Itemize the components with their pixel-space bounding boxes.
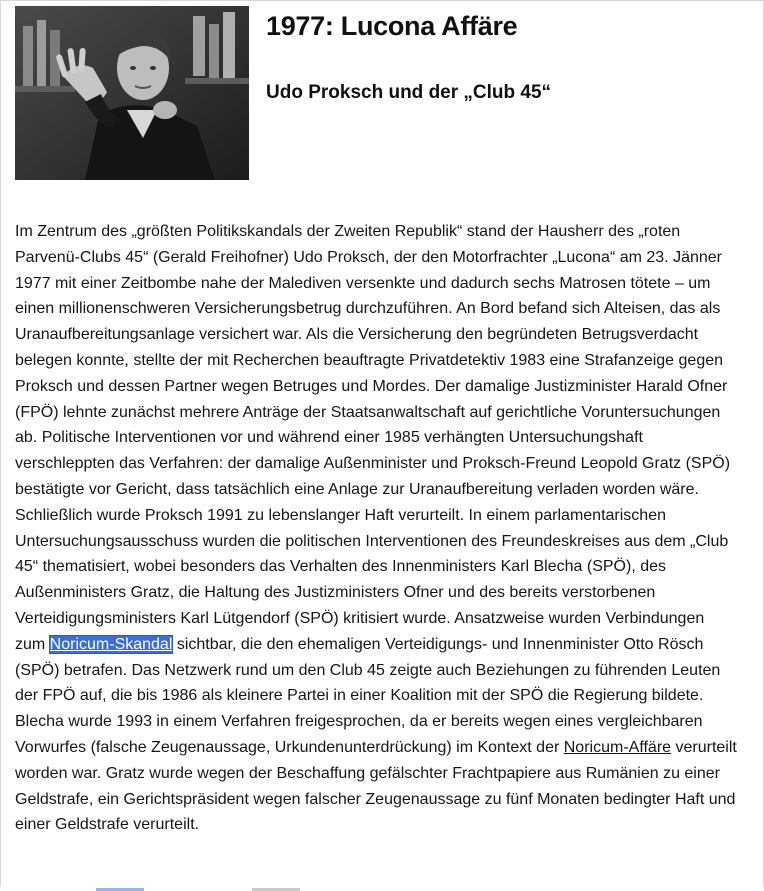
- photo-portrait-illustration: [15, 6, 249, 180]
- body-text-part-3: verurteilt worden war. Gratz wurde wegen der Beschaffung gefälschter Frachtpapiere aus Rumänien zu einer Geldstrafe, ein Gerichtspräsident wegen falscher Zeugenaussage zu fünf Monaten bedingter Haft und einer Geldstrafe verurteilt.: [15, 738, 737, 834]
- noricum-skandal-link[interactable]: Noricum-Skandal: [49, 635, 173, 653]
- article-subtitle: Udo Proksch und der „Club 45“: [266, 82, 552, 103]
- body-text-part-1: Im Zentrum des „größten Politikskandals der Zweiten Republik“ stand der Hausherr des „roten Parvenü-Clubs 45“ (Gerald Freihofner) Udo Proksch, der den Motorfrachter „Lucona“ am 23. Jänner 1977 mit einer Zeitbombe nahe der Malediven versenkte und dadurch sechs Matrosen tötete – um einen millionenschweren Versicherungsbetrug durchzuführen. An Bord befand sich Alteisen, das als Uranaufbereitungsanlage versichert war. Als die Versicherung den begründeten Betrugsverdacht belegen konnte, stellte der mit Recherchen beauftragte Privatdetektiv 1983 eine Strafanzeige gegen Proksch und dessen Partner wegen Betruges und Mordes. Der damalige Justizminister Harald Ofner (FPÖ) lehnte zunächst mehrere Anträge der Staatsanwaltschaft auf gerichtliche Voruntersuchungen ab. Politische Interventionen vor und während einer 1985 verhängten Untersuchungshaft verschleppten das Verfahren: der damalige Außenminister und Proksch-Freund Leopold Gratz (SPÖ) bestätigte vor Gericht, dass tatsächlich eine Anlage zur Uranaufbereitung verladen worden wäre. Schließlich wurde Proksch 1991 zu lebenslanger Haft verurteilt. In einem parlamentarischen Untersuchungsausschuss wurden die politischen Interventionen des Freundeskreises aus dem „Club 45“ thematisiert, wobei besonders das Verhalten des Innenministers Karl Blecha (SPÖ), des Außenministers Gratz, die Haltung des Justizministers Ofner und des bereits verstorbenen Verteidigungsministers Karl Lütgendorf (SPÖ) kritisiert wurde. Ansatzweise wurden Verbindungen zum: [15, 223, 731, 653]
- body-text-part-2: sichtbar, die den ehemaligen Verteidigungs- und Innenminister Otto Rösch (SPÖ) betrafen. Das Netzwerk rund um den Club 45 zeigte auch Beziehungen zu führenden Leuten der FPÖ auf, die bis 1986 als kleinere Partei in einer Koalition mit der SPÖ die Regierung bildete. Blecha wurde 1993 in einem Verfahren freigesprochen, da er bereits wegen eines vergleichbaren Vorwurfes (falsche Zeugenaussage, Urkundenunterdrückung) im Kontext der: [15, 635, 721, 756]
- article-photo: [15, 6, 249, 180]
- article-body: [15, 219, 737, 838]
- noricum-affaere-link[interactable]: Noricum-Affäre: [563, 738, 672, 756]
- article-title: 1977: Lucona Affäre: [266, 11, 518, 41]
- bottom-edge: [0, 887, 764, 891]
